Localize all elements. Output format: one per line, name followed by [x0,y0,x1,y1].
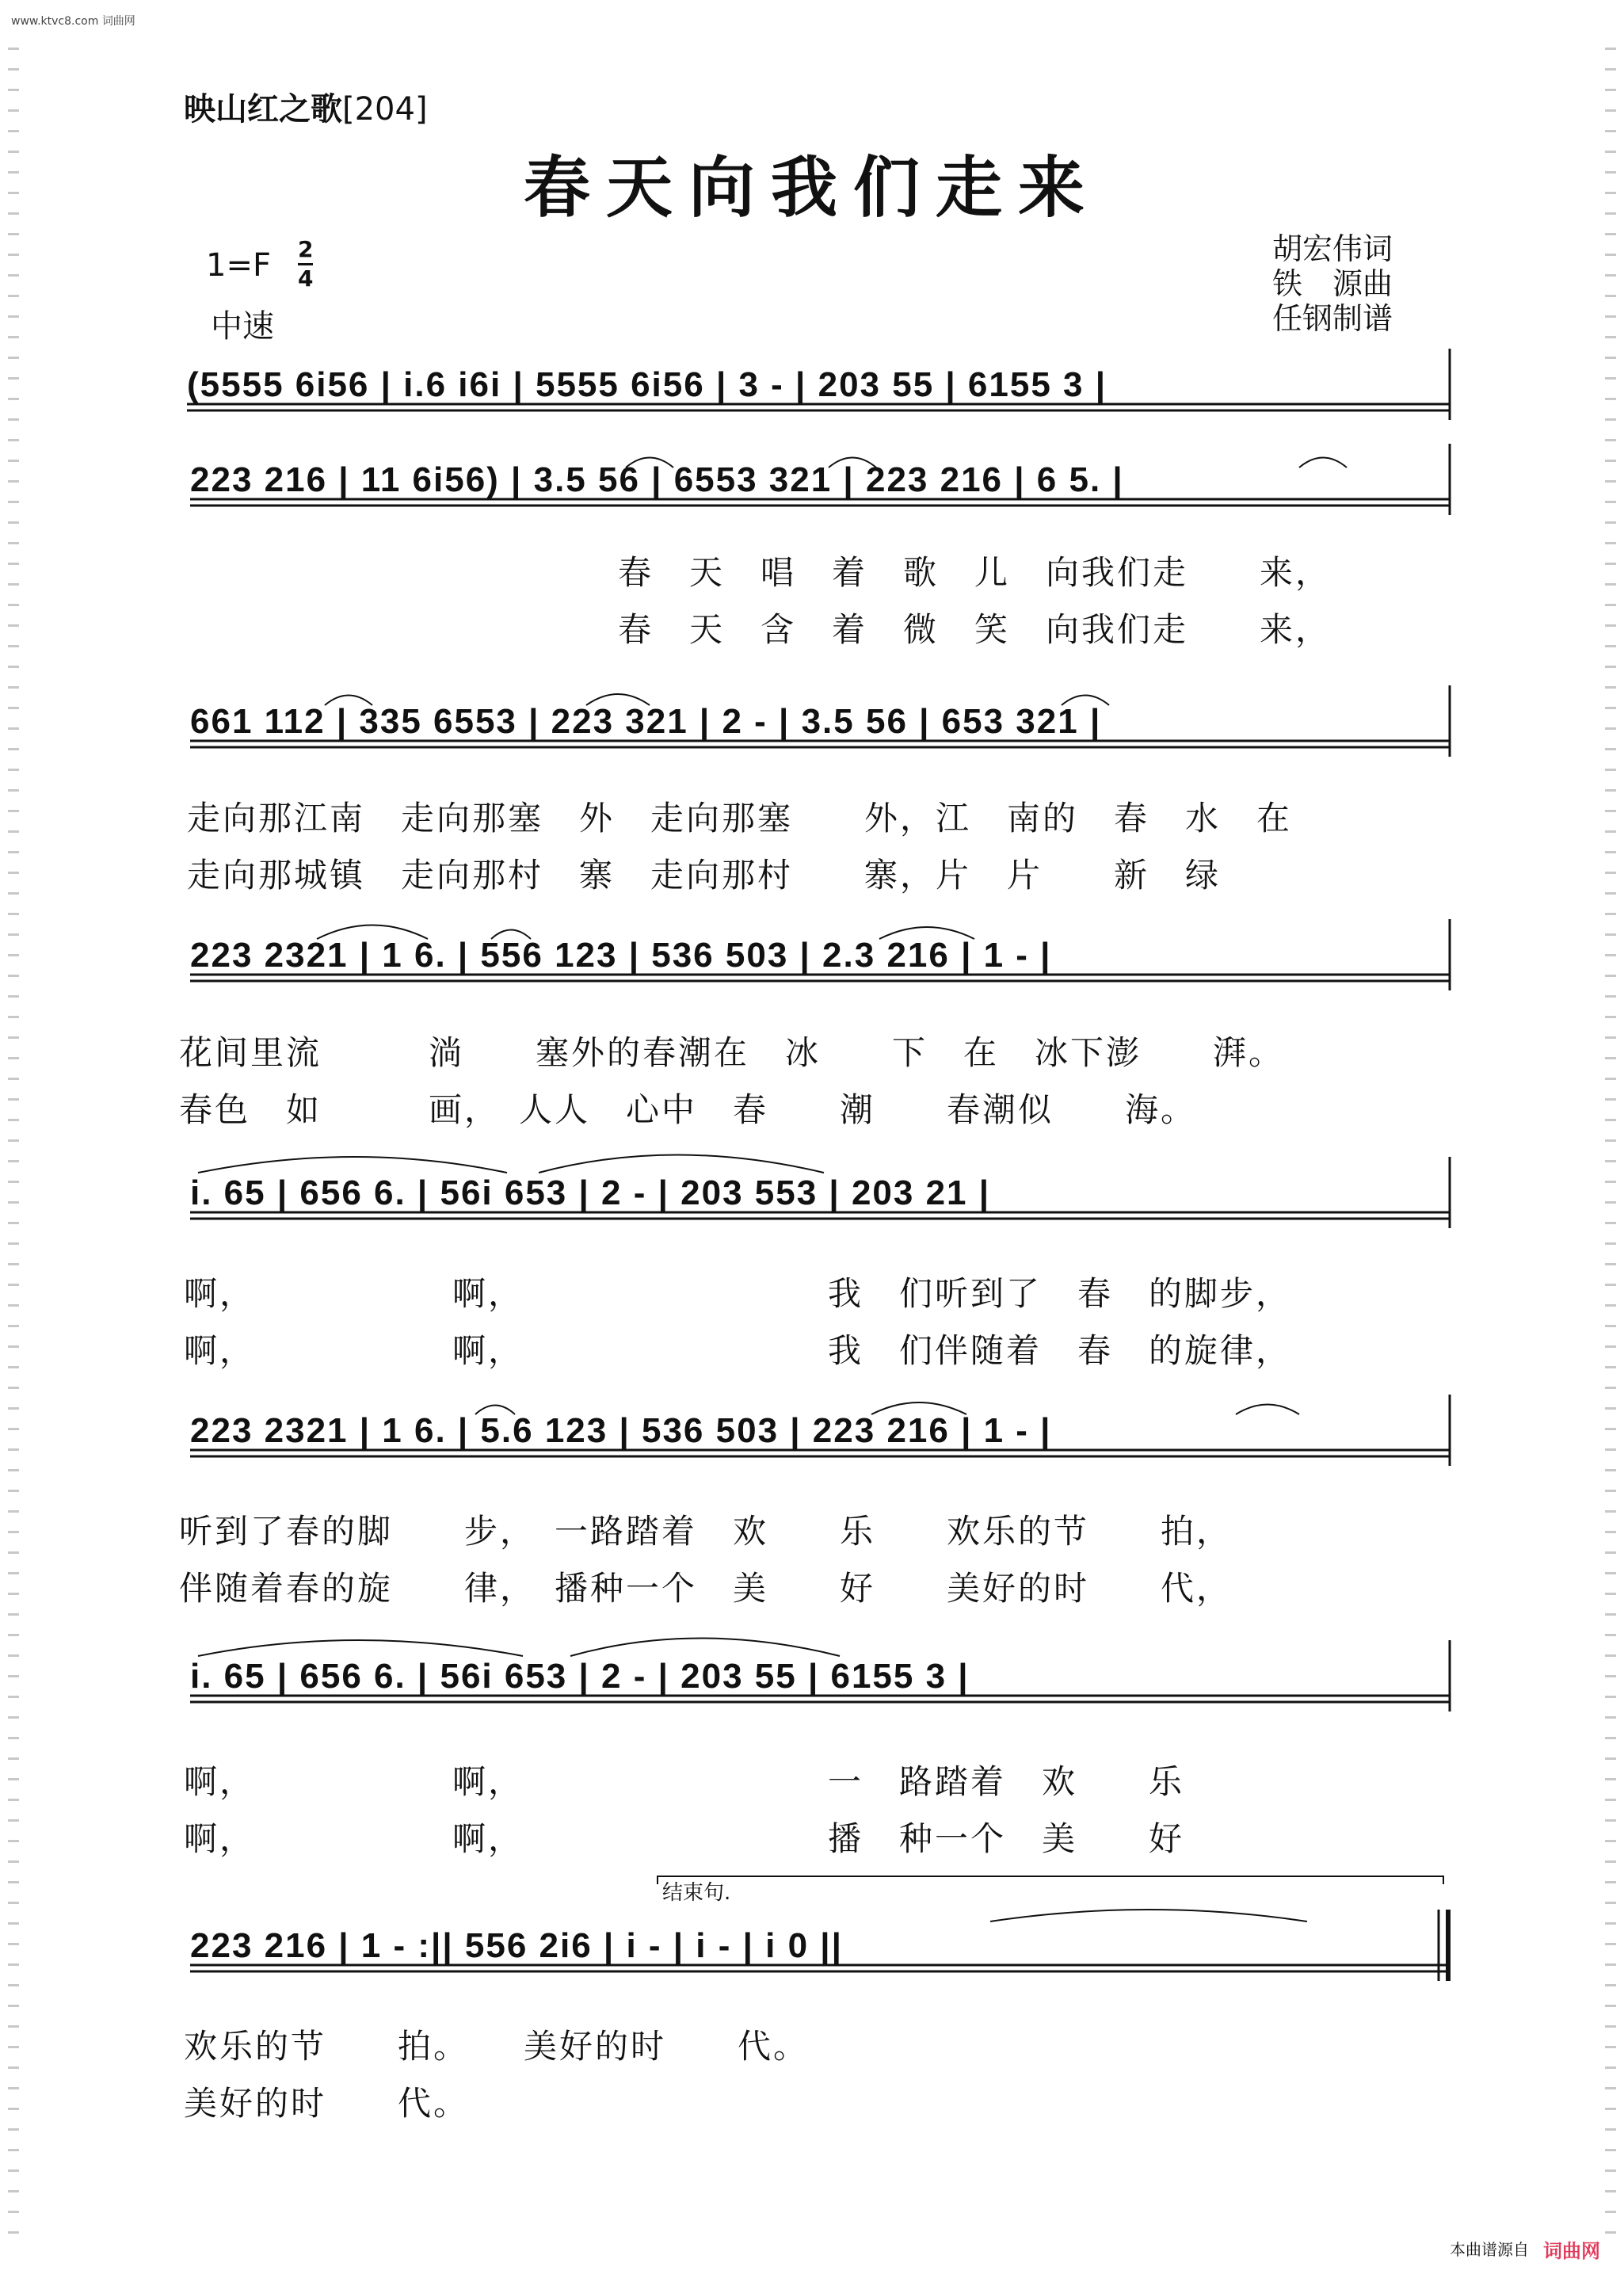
lyric-line-6a: 啊， 啊， 一 路踏着 欢 乐 [184,1762,1185,1801]
series-number: [204] [342,91,428,128]
lyric-line-1a: 春 天 唱 着 歌 儿 向我们走 来， [618,553,1332,592]
lyric-line-7b: 美好的时 代。 [184,2084,470,2123]
lyric-line-7a: 欢乐的节 拍。 美好的时 代。 [184,2027,810,2066]
notation-line-4: 223 2321 | 1 6. | 556 123 | 536 503 | 2.3 216 | 1 - | [190,936,1052,975]
notation-line-8: 223 216 | 1 - :|| 556 2i6 | i - | i - | i 0 || [190,1926,843,1965]
notation-line-5: i. 65 | 656 6. | 56i 653 | 2 - | 203 553 | 203 21 | [190,1173,991,1212]
notation-line-2: 223 216 | 11 6i56) | 3.5 56 | 6553 321 | 223 216 | 6 5. | [190,460,1124,499]
notation-line-7: i. 65 | 656 6. | 56i 653 | 2 - | 203 55 | 6155 3 | [190,1657,970,1696]
lyric-line-1b: 春 天 含 着 微 笑 向我们走 来， [618,610,1332,649]
composer-credit: 铁 源曲 [1272,266,1393,301]
notation-line-3: 661 112 | 335 6553 | 223 321 | 2 - | 3.5 56 | 653 321 | [190,702,1102,741]
transcriber-credit: 任钢制谱 [1272,301,1393,336]
page-title: 春天向我们走来 [523,148,1100,227]
time-denominator: 4 [298,265,314,292]
music-system-4 [190,919,1450,990]
music-system-6 [190,1395,1450,1466]
lyric-line-5a: 听到了春的脚 步， 一路踏着 欢 乐 欢乐的节 拍， [179,1512,1233,1551]
music-system-5 [190,1155,1450,1229]
tempo-marking: 中速 [211,308,274,345]
lyric-line-4b: 啊， 啊， 我 们伴随着 春 的旋律， [184,1331,1292,1370]
music-system-1 [187,349,1450,420]
lyric-line-6b: 啊， 啊， 播 种一个 美 好 [184,1819,1185,1858]
footer-source-note: 本曲谱源自 [1450,2240,1529,2259]
lyric-line-5b: 伴随着春的旋 律， 播种一个 美 好 美好的时 代， [179,1569,1233,1608]
site-url-text[interactable]: www.ktvc8.com [11,15,99,28]
music-system-8 [190,1876,1450,1981]
music-system-3 [190,685,1450,757]
lyric-line-3b: 春色 如 画， 人人 心中 春 潮 春潮似 海。 [179,1090,1197,1129]
lyric-line-4a: 啊， 啊， 我 们听到了 春 的脚步， [184,1274,1292,1313]
music-system-7 [190,1639,1450,1712]
lyric-line-3a: 花间里流 淌 塞外的春潮在 冰 下 在 冰下澎 湃。 [179,1033,1285,1072]
lyricist-credit: 胡宏伟词 [1272,231,1393,266]
ending-label: 结束句. [662,1881,731,1905]
notation-line-1: (5555 6i56 | i.6 i6i | 5555 6i56 | 3 - | 203 55 | 6155 3 | [187,365,1107,404]
notation-line-6: 223 2321 | 1 6. | 5.6 123 | 536 503 | 223 216 | 1 - | [190,1411,1052,1450]
series-name: 映山红之歌 [184,91,342,128]
music-system-2 [190,444,1450,515]
lyric-line-2b: 走向那城镇 走向那村 寨 走向那村 寨，片 片 新 绿 [187,856,1222,895]
site-name-text: 词曲网 [101,15,135,28]
time-numerator: 2 [298,236,313,265]
footer-logo[interactable]: 词曲网 [1543,2240,1600,2262]
key-signature: 1=F [206,247,271,284]
lyric-line-2a: 走向那江南 走向那塞 外 走向那塞 外，江 南的 春 水 在 [187,799,1293,838]
